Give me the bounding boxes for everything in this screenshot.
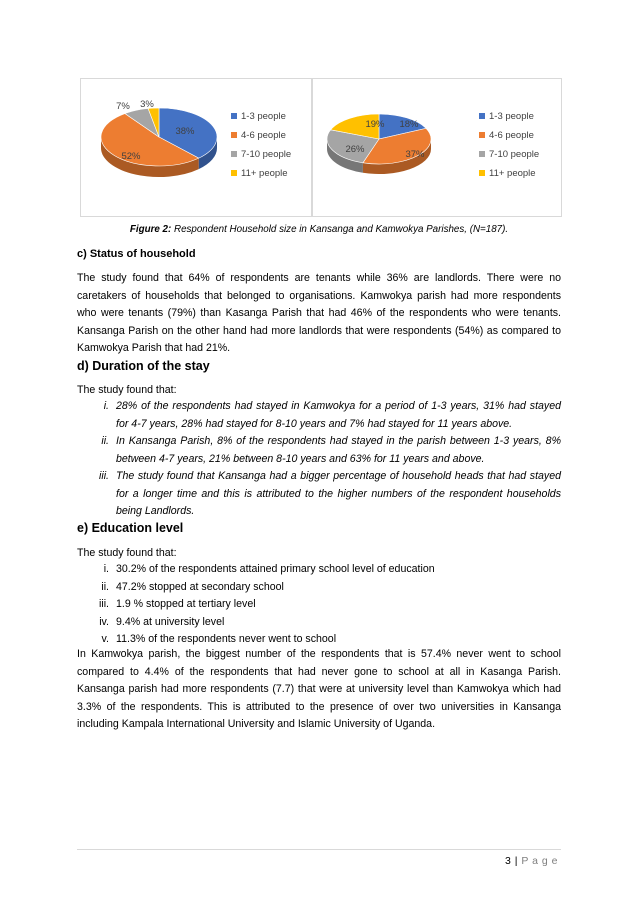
list-item (77, 468, 561, 521)
pie-data-label: 38% (175, 126, 195, 137)
legend-label: 7-10 people (489, 149, 540, 160)
pie-chart-kansanga-svg (81, 79, 311, 216)
legend-label: 7-10 people (241, 149, 292, 160)
legend-swatch (479, 151, 485, 157)
legend-swatch (479, 113, 485, 119)
list-item-number: ii. (101, 580, 109, 593)
page-number: 3 (505, 855, 512, 867)
legend-swatch (231, 151, 237, 157)
list-item (77, 433, 561, 468)
legend-label: 11+ people (241, 168, 288, 179)
list-item-text: 28% of the respondents had stayed in Kamwokya for a period of 1-3 years, 31% had stayed for 4-7 years, 28% had stayed for 8-10 years and 7% had stayed for 11 years above. (116, 400, 561, 430)
list-item-number: i. (103, 400, 109, 412)
page-footer: 3 | P a g e (505, 855, 558, 867)
list-item (77, 561, 561, 579)
list-item-number: iii. (98, 598, 109, 610)
list-item-text: 47.2% stopped at secondary school (116, 580, 284, 593)
legend-swatch (479, 170, 485, 176)
pie-data-label: 18% (399, 119, 419, 130)
duration-list (77, 398, 561, 521)
education-list (77, 561, 561, 649)
legend-swatch (231, 113, 237, 119)
list-item-text: 1.9 % stopped at tertiary level (116, 598, 256, 610)
list-item (77, 398, 561, 433)
pie-data-label: 3% (140, 99, 154, 110)
list-item (77, 614, 561, 632)
paragraph-education-level: In Kamwokya parish, the biggest number of the respondents that is 57.4% never went to school compared to 4.4% of the respondents that had never gone to school at all in Kasanga Parish. Kansanga parish had more respondents (7.7) that were at university level than Kamwokya which had 3.3% of the respondents. This is attributed to the presence of over two universities in Kansanga including Kampala International University and Islamic University of Uganda. (77, 648, 561, 730)
pie-data-label: 52% (121, 151, 141, 162)
paragraph-status-of-household: The study found that 64% of respondents are tenants while 36% are landlords. There were no caretakers of households that belonged to organisations. Kamwokya parish had more respondents who were tenants (79%) than Kasanga Parish that had 46% of the respondents who were tenants. Kansanga Parish on the other hand had more landlords that were respondents (54%) as compared to Kamwokya Parish that had 21%. (77, 272, 561, 354)
list-item-text: 9.4% at university level (116, 615, 225, 628)
list-item-number: i. (103, 563, 109, 575)
list-item (77, 579, 561, 597)
pie-data-label: 7% (116, 101, 130, 112)
legend-swatch (479, 132, 485, 138)
pie-chart-kamwokya (312, 78, 562, 217)
list-item-text: In Kansanga Parish, 8% of the respondents had stayed in the parish between 1-3 years, 8% between 4-7 years, 21% between 8-10 years and 63% for 11 years and above. (116, 435, 561, 465)
heading-education-level: e) Education level (77, 521, 184, 535)
legend-label: 1-3 people (241, 111, 286, 122)
legend-label: 1-3 people (489, 111, 534, 122)
legend-swatch (231, 170, 237, 176)
list-item-number: v. (101, 633, 109, 645)
list-item-text: 30.2% of the respondents attained primary school level of education (116, 563, 435, 575)
list-item (77, 596, 561, 614)
legend-label: 4-6 people (489, 130, 534, 141)
list-item-text: The study found that Kansanga had a bigger percentage of household heads that had stayed for a longer time and this is attributed to the higher numbers of the respondent households being Landlords. (116, 470, 561, 517)
figure-caption-label: Figure 2: (129, 224, 172, 235)
pie-chart-kansanga (80, 78, 312, 217)
pie-data-label: 19% (365, 119, 385, 130)
list-item-number: iv. (99, 615, 109, 628)
legend-swatch (231, 132, 237, 138)
legend-label: 11+ people (489, 168, 536, 179)
pie-data-label: 37% (405, 149, 425, 160)
list-item-number: ii. (101, 435, 109, 447)
pie-chart-kamwokya-svg (313, 79, 561, 216)
heading-duration-of-stay: d) Duration of the stay (77, 359, 210, 373)
footer-divider (77, 849, 561, 850)
page-label: P a g e (521, 855, 558, 867)
list-item-text: 11.3% of the respondents never went to school (116, 633, 337, 645)
list-item-number: iii. (98, 470, 109, 482)
figure-caption (0, 224, 638, 235)
duration-intro: The study found that: (77, 384, 177, 396)
heading-status-of-household: c) Status of household (77, 248, 196, 260)
legend-label: 4-6 people (241, 130, 286, 141)
figure-charts (80, 78, 562, 215)
figure-caption-text: Respondent Household size in Kansanga and Kamwokya Parishes, (N=187). (171, 224, 509, 235)
education-intro: The study found that: (77, 547, 177, 559)
pie-data-label: 26% (345, 144, 365, 155)
